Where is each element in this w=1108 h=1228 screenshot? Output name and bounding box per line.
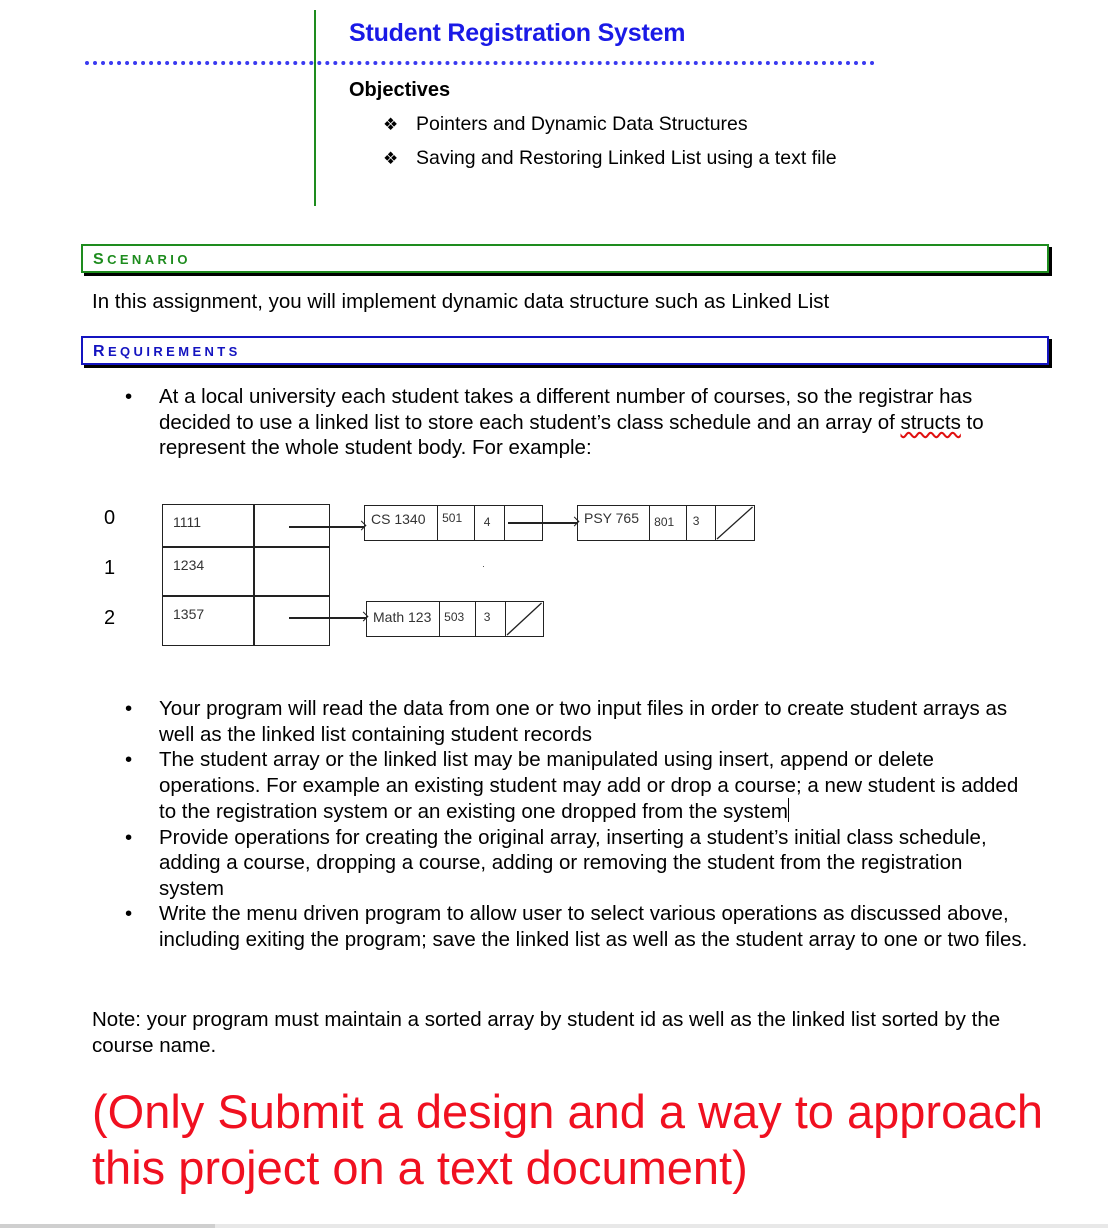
spellcheck-underlined-word[interactable]: structs [900, 410, 961, 434]
course-name: Math 123 [367, 602, 440, 636]
requirements-list [125, 696, 1030, 952]
objectives-heading: Objectives [349, 79, 451, 101]
sorting-note: Note: your program must maintain a sorted array by student id as well as the linked list sorted by the course name. [92, 1008, 1001, 1057]
requirements-section-header [81, 336, 1049, 365]
text-cursor [788, 798, 790, 822]
null-pointer-cell [506, 602, 543, 636]
null-slash-icon [716, 506, 754, 540]
course-name: PSY 765 [578, 506, 650, 540]
bullet-dot-icon: • [125, 748, 133, 771]
stray-dot [483, 566, 484, 567]
course-node [366, 601, 544, 637]
document-title: Student Registration System [349, 19, 686, 47]
diamond-bullet-icon: ❖ [383, 115, 399, 134]
requirement-bullet: • Provide operations for creating the original array, inserting a student’s initial class schedule, adding a course, dropping a course, adding or removing the student from the registration system [125, 825, 987, 900]
course-section: 501 [438, 506, 475, 540]
requirement-bullet: • At a local university each student takes a different number of courses, so the registrar has decided to use a linked list to store each student’s class schedule and an array of structs to represent the whole student body. For example: [125, 385, 984, 459]
objective-text: Saving and Restoring Linked List using a text file [416, 147, 837, 169]
header-dotted-rule [85, 61, 875, 65]
requirement-bullet: • Your program will read the data from one or two input files in order to create student arrays as well as the linked list containing student records [125, 697, 1008, 746]
scenario-text: In this assignment, you will implement dynamic data structure such as Linked List [92, 290, 830, 313]
array-pointer-cell [253, 546, 330, 597]
course-name: CS 1340 [365, 506, 438, 540]
course-credits: 4 [475, 506, 506, 540]
null-pointer-cell [716, 506, 754, 540]
next-pointer-cell [505, 506, 542, 540]
array-index: 2 [104, 607, 116, 629]
course-node [577, 505, 755, 541]
course-credits: 3 [476, 602, 507, 636]
horizontal-scrollbar-thumb[interactable] [0, 1224, 215, 1228]
array-index: 0 [104, 507, 116, 529]
objective-item [383, 147, 837, 170]
array-index: 1 [104, 557, 116, 579]
course-credits: 3 [687, 506, 717, 540]
bullet-dot-icon: • [125, 697, 133, 720]
student-id: 1357 [173, 606, 205, 622]
course-section: 503 [440, 602, 476, 636]
course-section: 801 [650, 506, 687, 540]
scenario-section-header [81, 244, 1049, 273]
course-node [364, 505, 543, 541]
objective-text: Pointers and Dynamic Data Structures [416, 113, 748, 135]
objective-item [383, 113, 748, 136]
bullet-dot-icon: • [125, 902, 133, 925]
array-pointer-cell [253, 595, 330, 646]
requirement-bullet: • Write the menu driven program to allow user to select various operations as discussed above, including exiting the program; save the linked list as well as the student array to one or two files. [125, 902, 1028, 951]
requirements-intro-list [125, 384, 1015, 461]
student-id: 1111 [173, 514, 202, 530]
scenario-heading: SCENARIO [93, 251, 191, 268]
requirement-bullet: • The student array or the linked list may be manipulated using insert, append or delete operations. For example an existing student may add or drop a course; a new student is added to the registration system or an existing one dropped from the system [125, 748, 1019, 823]
requirements-heading: REQUIREMENTS [93, 343, 241, 360]
bullet-dot-icon: • [125, 825, 133, 849]
pointer-arrow-icon [289, 617, 366, 619]
student-id: 1234 [173, 557, 205, 573]
diamond-bullet-icon: ❖ [383, 149, 399, 168]
header-vertical-rule [314, 10, 316, 206]
bullet-dot-icon: • [125, 385, 133, 408]
submission-instruction: (Only Submit a design and a way to approach this project on a text document) [92, 1085, 1043, 1194]
null-slash-icon [506, 602, 543, 636]
pointer-arrow-icon [289, 526, 364, 528]
